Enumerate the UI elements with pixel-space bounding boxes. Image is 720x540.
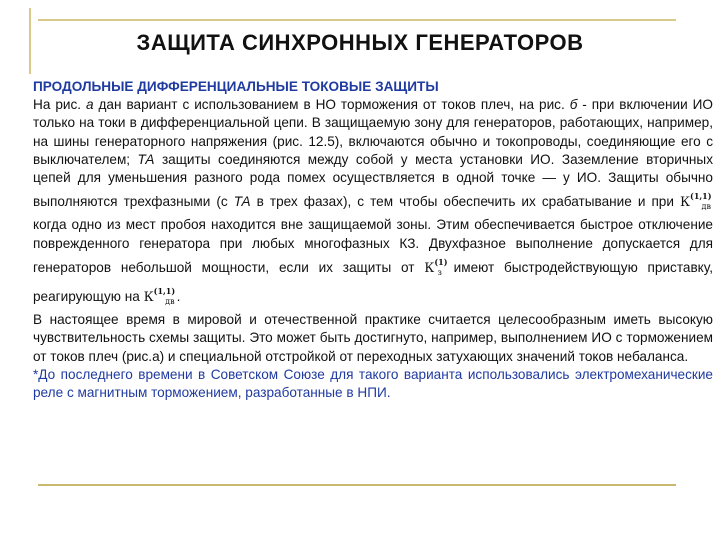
formula-k-dv-1-1-b: К$^{(1,1)}_{дв}$ [143,286,176,307]
formula-k-z-1: $К^{(1)}_з$ [424,256,448,277]
slide-title: ЗАЩИТА СИНХРОННЫХ ГЕНЕРАТОРОВ [136,30,584,55]
slide-content [33,78,713,402]
second-paragraph: В настоящее время в мировой и отечественной практике считается целесообразным иметь высокую чувствительность схемы защиты. Это может быть достигнуто, например, выполнением ИО с торможением от токов плеч (рис.а) и специальной отстройкой от переходных затухающих значений токов небаланса. [33,312,713,364]
footnote: *До последнего времени в Советском Союзе для такого варианта использовались электромеханические реле с магнитным торможением, разработанные в НПИ. [33,366,713,401]
section-heading: ПРОДОЛЬНЫЕ ДИФФЕРЕНЦИАЛЬНЫЕ ТОКОВЫЕ ЗАЩИТЫ [33,79,439,94]
main-paragraph: На рис. а дан вариант с использованием в НО торможения от токов плеч, на рис. б - при включении ИО только на токи в дифференциальной цепи. В защищаемую зону для генераторов, работающих, например, на шины генераторного напряжения (рис. 12.5), включаются обычно и токопроводы, соединяющие его с выключателем; ТА защиты соединяются между собой у места установки ИО. Заземление вторичных цепей для уменьшения разного рода помех осуществляется в одной точке — у ИО. Защиты обычно выполняются трехфазными (с ТА в трех фазах), с тем чтобы обеспечить их срабатывание и при К$^{(1,1)}_{дв}$ когда одно из мест пробоя находится вне защищаемой зоны. Этим обеспечивается быстрое отключение поврежденного генератора при любых многофазных КЗ. Двухфазное выполнение допускается для генераторов небольшой мощности, если их защиты от $К^{(1)}_з$ имеют быстродействующую приставку, реагирующую на К$^{(1,1)}_{дв}$ . [33,96,713,311]
top-accent-line [38,19,676,21]
bottom-accent-line [38,484,676,486]
formula-k-dv-1-1: К$^{(1,1)}_{дв}$ [679,191,712,212]
